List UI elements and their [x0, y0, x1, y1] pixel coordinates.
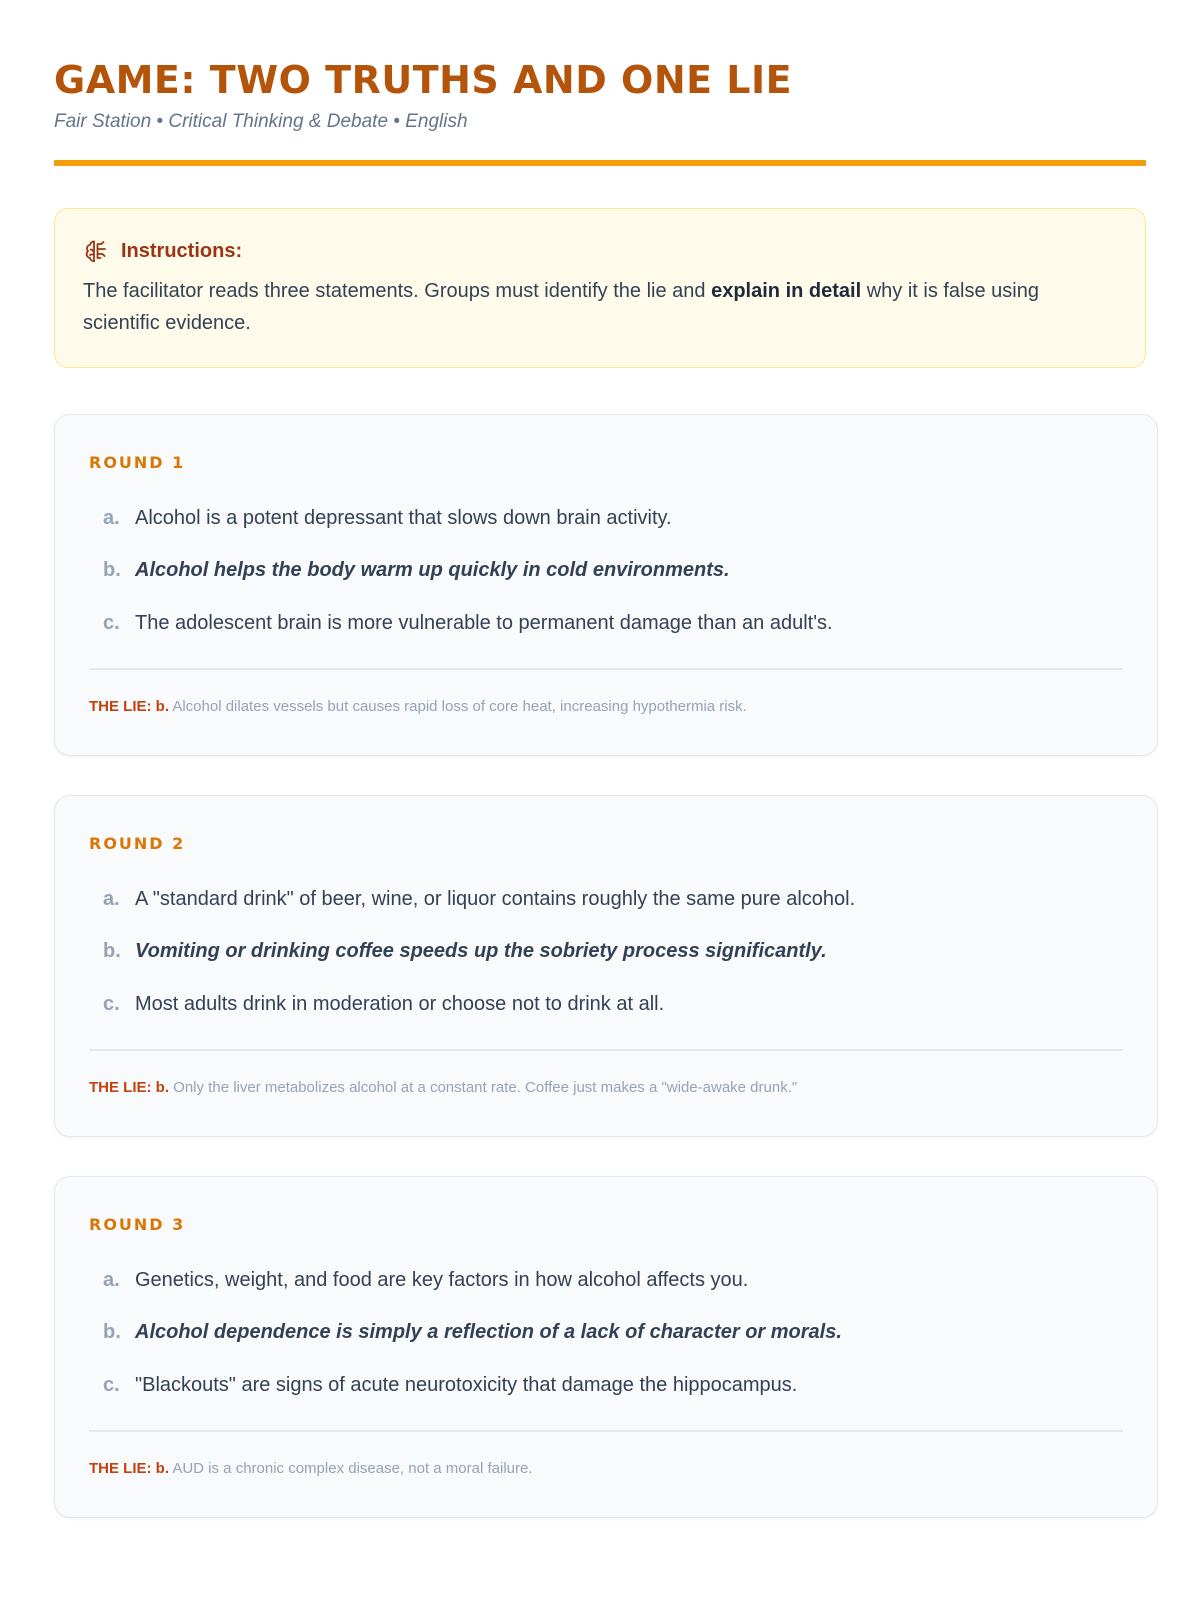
statement-b: [103, 1319, 1123, 1345]
statement-letter: a.: [103, 1269, 120, 1291]
instructions-text: [83, 275, 1117, 339]
statement-letter: c.: [103, 993, 120, 1015]
instructions-title: Instructions:: [121, 239, 243, 262]
answer-text: Only the liver metabolizes alcohol at a constant rate. Coffee just makes a "wide-awake drunk.": [173, 1079, 798, 1096]
round-label: ROUND 2: [89, 834, 186, 853]
header-divider: [54, 160, 1146, 166]
statement-letter: a.: [103, 507, 120, 529]
round-card-1: [54, 414, 1158, 756]
statement-a: [103, 1267, 1123, 1293]
answer-text: Alcohol dilates vessels but causes rapid loss of core heat, increasing hypothermia risk.: [172, 698, 747, 715]
answer-label: THE LIE: b.: [89, 1460, 169, 1477]
statement-text: Alcohol dependence is simply a reflection of a lack of character or morals.: [135, 1321, 842, 1343]
round-divider: [89, 1430, 1123, 1432]
page-subtitle: Fair Station • Critical Thinking & Debate • English: [54, 111, 468, 132]
answer-label: THE LIE: b.: [89, 698, 169, 715]
statement-text: Alcohol helps the body warm up quickly in cold environments.: [135, 559, 730, 581]
statement-a: [103, 505, 1123, 531]
statement-b: [103, 557, 1123, 583]
statement-text: Most adults drink in moderation or choose not to drink at all.: [135, 993, 665, 1015]
answer-note: [89, 697, 1123, 717]
statement-text: Genetics, weight, and food are key factors in how alcohol affects you.: [135, 1269, 749, 1291]
statement-letter: c.: [103, 1374, 120, 1396]
answer-label: THE LIE: b.: [89, 1079, 169, 1096]
round-divider: [89, 1049, 1123, 1051]
instructions-text-end: why it is false using scientific evidence.: [83, 280, 1039, 334]
page-title: GAME: TWO TRUTHS AND ONE LIE: [54, 58, 793, 102]
round-label: ROUND 3: [89, 1215, 186, 1234]
statement-a: [103, 886, 1123, 912]
statement-letter: c.: [103, 612, 120, 634]
round-divider: [89, 668, 1123, 670]
statement-text: Vomiting or drinking coffee speeds up the sobriety process significantly.: [135, 940, 827, 962]
statement-c: [103, 1372, 1123, 1398]
statement-c: [103, 610, 1123, 636]
instructions-box: [54, 208, 1146, 368]
answer-note: [89, 1459, 1123, 1479]
statement-text: A "standard drink" of beer, wine, or liquor contains roughly the same pure alcohol.: [135, 888, 856, 910]
round-label: ROUND 1: [89, 453, 186, 472]
statement-letter: b.: [103, 559, 121, 581]
round-card-3: [54, 1176, 1158, 1518]
instructions-header: [83, 237, 1117, 265]
round-card-2: [54, 795, 1158, 1137]
header: [54, 0, 1146, 166]
statement-b: [103, 938, 1123, 964]
statement-text: "Blackouts" are signs of acute neurotoxicity that damage the hippocampus.: [135, 1374, 798, 1396]
answer-text: AUD is a chronic complex disease, not a moral failure.: [172, 1460, 533, 1477]
instructions-text-start: The facilitator reads three statements. Groups must identify the lie and: [83, 280, 712, 302]
brain-icon: [83, 238, 109, 264]
answer-note: [89, 1078, 1123, 1098]
statement-text: Alcohol is a potent depressant that slows down brain activity.: [135, 507, 672, 529]
statement-text: The adolescent brain is more vulnerable to permanent damage than an adult's.: [135, 612, 833, 634]
statement-letter: b.: [103, 1321, 121, 1343]
statement-c: [103, 991, 1123, 1017]
statement-letter: b.: [103, 940, 121, 962]
instructions-text-emphasis: explain in detail: [711, 280, 862, 302]
statement-letter: a.: [103, 888, 120, 910]
